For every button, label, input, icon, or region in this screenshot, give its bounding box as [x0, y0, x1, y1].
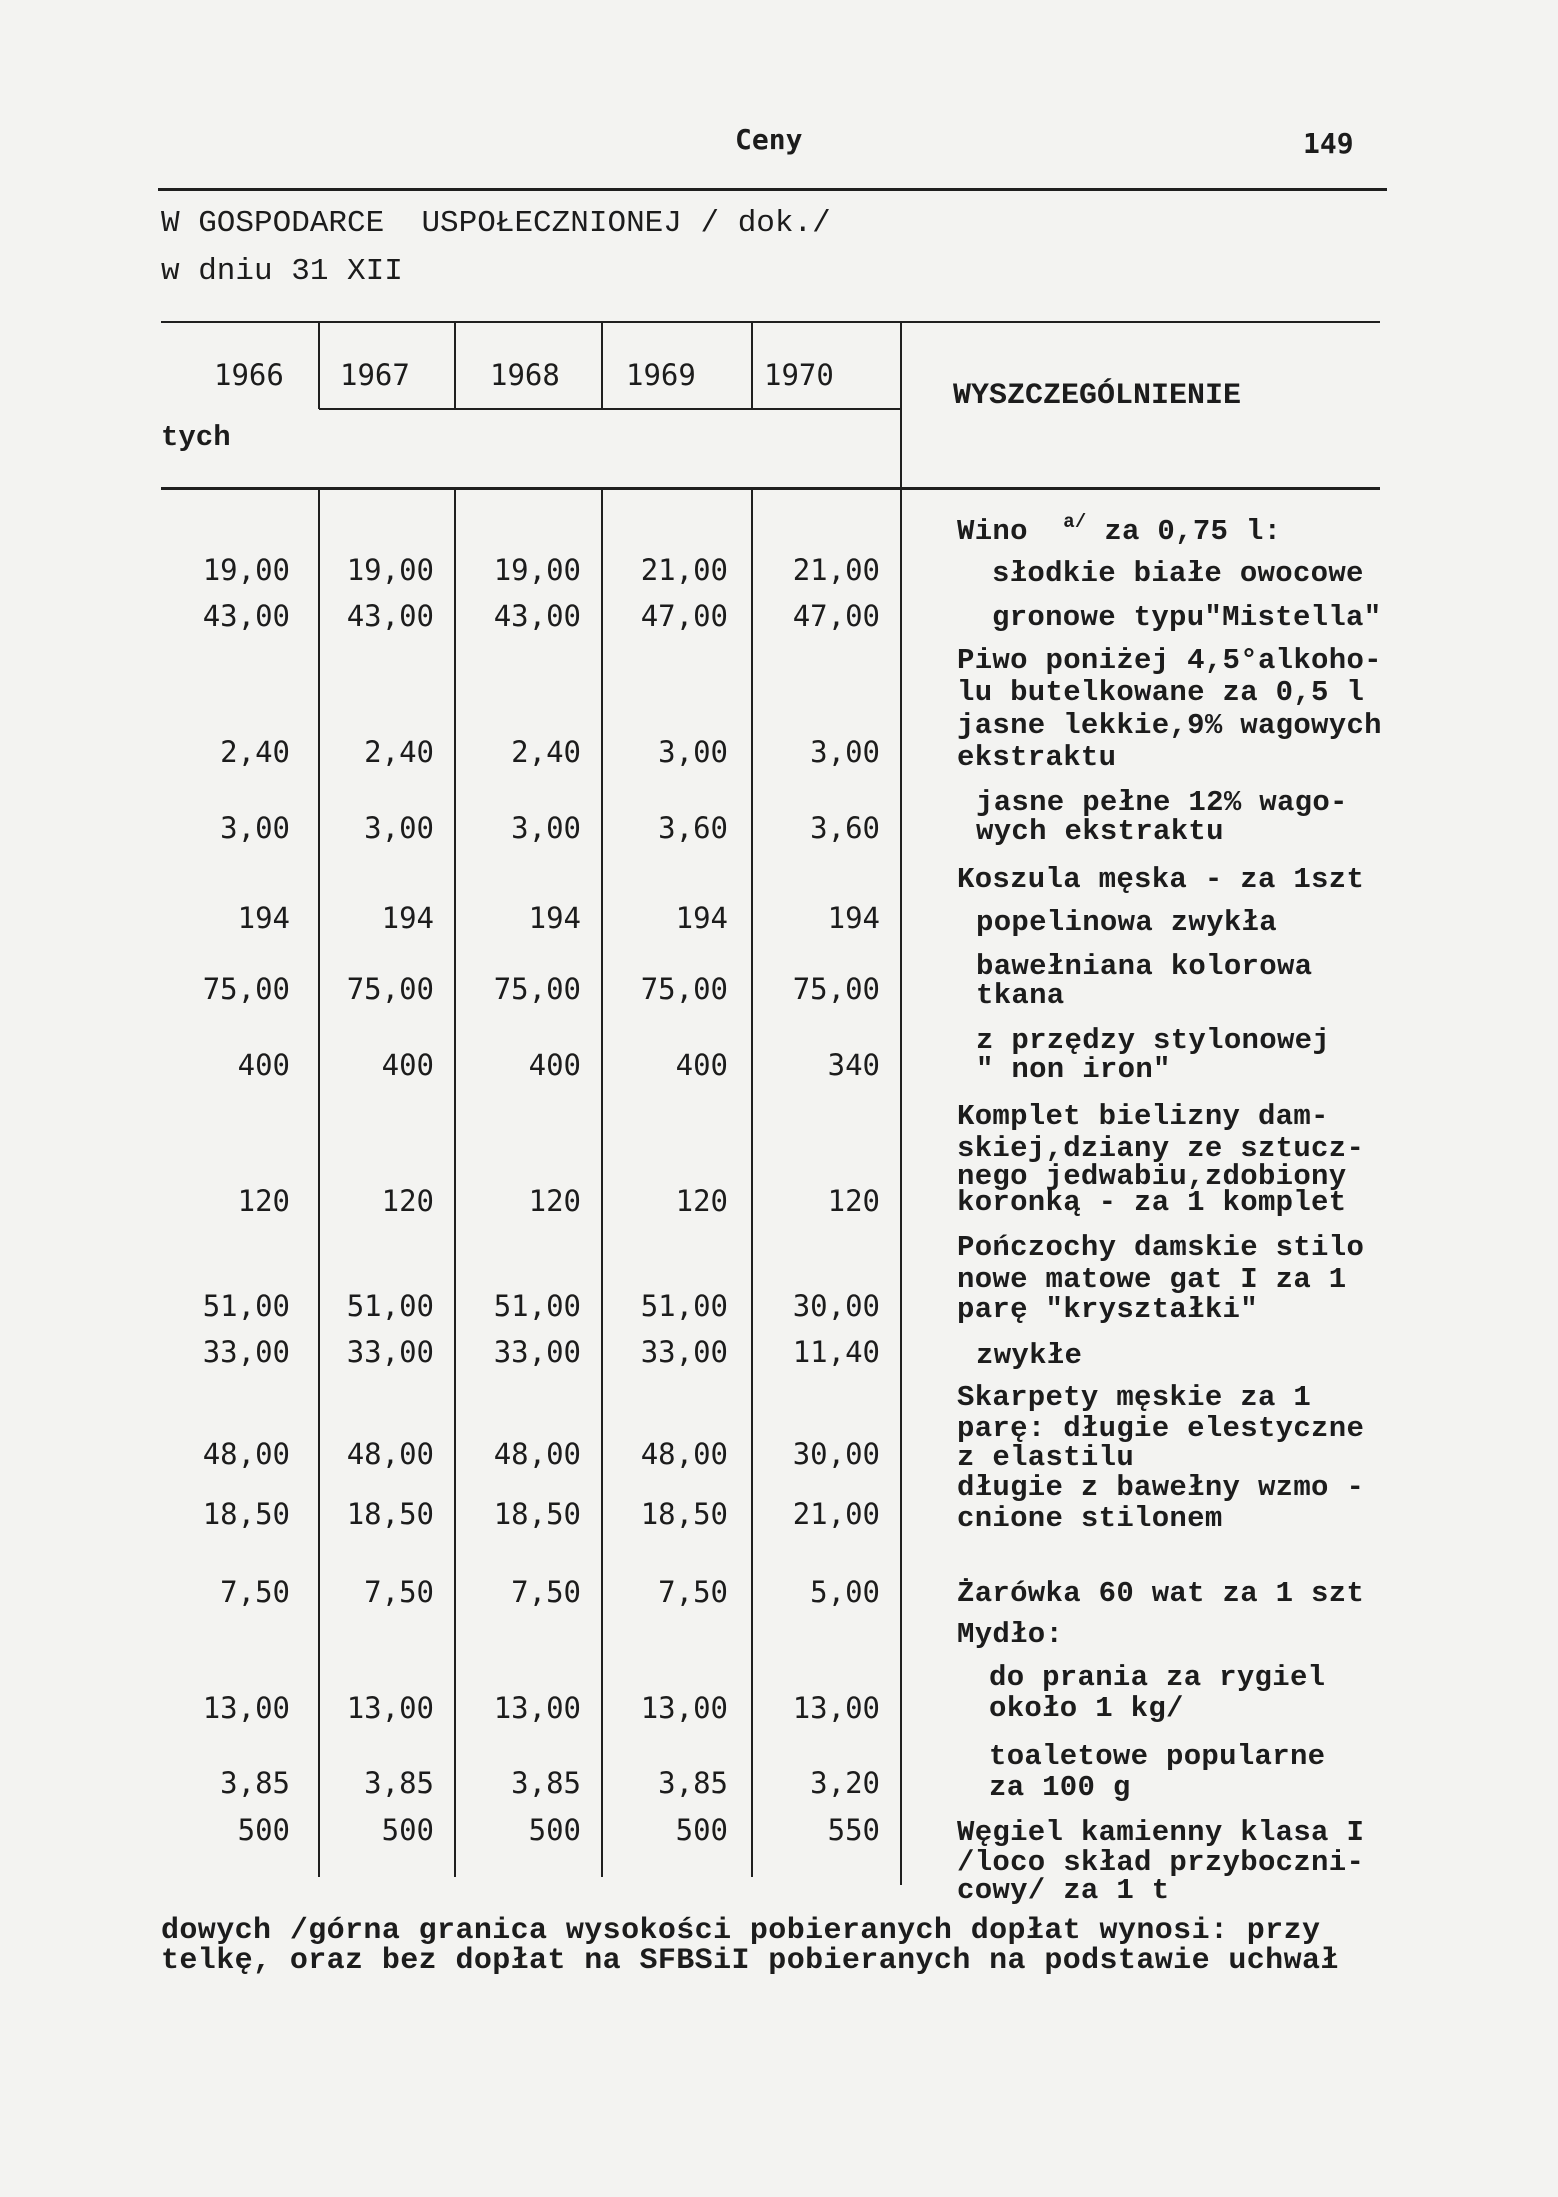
- item-description-line: toaletowe popularne: [989, 1740, 1326, 1773]
- value-cell: 2,40: [364, 735, 434, 769]
- table-row: [0, 1336, 901, 1368]
- item-description-line: za 100 g: [989, 1771, 1131, 1804]
- value-cell: 48,00: [346, 1437, 434, 1471]
- value-cell: 2,40: [220, 735, 290, 769]
- column-divider: [318, 488, 320, 1877]
- value-cell: 120: [675, 1184, 728, 1218]
- item-description-line: lu butelkowane za 0,5 l: [957, 676, 1365, 709]
- column-divider: [601, 488, 603, 1877]
- table-caption-line-1: W GOSPODARCE USPOŁECZNIONEJ / dok./: [161, 206, 831, 241]
- value-cell: 3,60: [810, 811, 880, 845]
- table-row: [0, 1692, 901, 1724]
- item-description-line: tkana: [976, 979, 1065, 1012]
- value-cell: 51,00: [346, 1289, 434, 1323]
- value-cell: 19,00: [493, 553, 581, 587]
- table-row: [0, 973, 901, 1005]
- item-description-line: Pończochy damskie stilo: [957, 1231, 1365, 1264]
- table-header-bottom-rule: [161, 487, 1380, 490]
- value-cell: 18,50: [202, 1497, 290, 1531]
- value-cell: 47,00: [640, 599, 728, 633]
- item-description-line: Żarówka 60 wat za 1 szt: [957, 1577, 1365, 1610]
- item-description-line: Skarpety męskie za 1: [957, 1381, 1312, 1414]
- value-cell: 2,40: [511, 735, 581, 769]
- value-cell: 3,85: [511, 1766, 581, 1800]
- value-cell: 120: [237, 1184, 290, 1218]
- table-top-rule: [161, 321, 1380, 323]
- value-cell: 33,00: [493, 1335, 581, 1369]
- value-cell: 400: [237, 1048, 290, 1082]
- item-description-line: skiej,dziany ze sztucz-: [957, 1132, 1365, 1165]
- value-cell: 30,00: [792, 1289, 880, 1323]
- value-cell: 13,00: [792, 1691, 880, 1725]
- header-rule: [158, 188, 1387, 191]
- year-header-1970: 1970: [764, 358, 834, 392]
- table-row: [0, 1290, 901, 1322]
- value-cell: 194: [381, 901, 434, 935]
- item-description-line: z przędzy stylonowej: [976, 1024, 1331, 1057]
- value-cell: 51,00: [202, 1289, 290, 1323]
- table-row: [0, 1498, 901, 1530]
- value-cell: 5,00: [810, 1575, 880, 1609]
- item-description-line: około 1 kg/: [989, 1692, 1184, 1725]
- value-cell: 48,00: [493, 1437, 581, 1471]
- value-cell: 3,00: [658, 735, 728, 769]
- table-row: [0, 1185, 901, 1217]
- value-cell: 500: [675, 1813, 728, 1847]
- wine-label: Wino: [957, 515, 1028, 548]
- value-cell: 13,00: [493, 1691, 581, 1725]
- value-cell: 550: [827, 1813, 880, 1847]
- value-cell: 75,00: [493, 972, 581, 1006]
- item-description-line: Koszula męska - za 1szt: [957, 863, 1365, 896]
- value-cell: 7,50: [511, 1575, 581, 1609]
- column-divider: [751, 322, 753, 409]
- value-cell: 21,00: [792, 553, 880, 587]
- item-description-line: parę "kryształki": [957, 1293, 1258, 1326]
- value-cell: 75,00: [202, 972, 290, 1006]
- value-cell: 194: [827, 901, 880, 935]
- value-cell: 51,00: [640, 1289, 728, 1323]
- table-row: [0, 600, 901, 632]
- value-cell: 3,00: [511, 811, 581, 845]
- column-divider: [318, 322, 320, 409]
- item-description-line: do prania za rygiel: [989, 1661, 1326, 1694]
- value-cell: 21,00: [640, 553, 728, 587]
- footnote-text-line-2: telkę, oraz bez dopłat na SFBSiI pobieranych na podstawie uchwał: [161, 1944, 1339, 1978]
- value-cell: 3,20: [810, 1766, 880, 1800]
- value-cell: 13,00: [202, 1691, 290, 1725]
- value-cell: 43,00: [346, 599, 434, 633]
- column-divider: [751, 488, 753, 1877]
- table-row: [0, 1438, 901, 1470]
- item-description-line: gronowe typu"Mistella": [992, 601, 1382, 634]
- value-cell: 48,00: [202, 1437, 290, 1471]
- value-cell: 21,00: [792, 1497, 880, 1531]
- table-row: [0, 554, 901, 586]
- value-cell: 120: [827, 1184, 880, 1218]
- item-description-line: /loco skład przyboczni-: [957, 1846, 1365, 1879]
- item-description-line: słodkie białe owocowe: [992, 557, 1364, 590]
- item-description-line: z elastilu: [957, 1441, 1135, 1474]
- value-cell: 18,50: [640, 1497, 728, 1531]
- value-cell: 33,00: [640, 1335, 728, 1369]
- item-description-line: jasne lekkie,9% wagowych: [957, 709, 1382, 742]
- item-description-line: Węgiel kamienny klasa I: [957, 1816, 1365, 1849]
- column-divider: [601, 322, 603, 409]
- value-cell: 19,00: [346, 553, 434, 587]
- value-cell: 500: [381, 1813, 434, 1847]
- table-row: [0, 1576, 901, 1608]
- value-cell: 3,85: [364, 1766, 434, 1800]
- value-cell: 19,00: [202, 553, 290, 587]
- value-cell: 18,50: [346, 1497, 434, 1531]
- value-cell: 7,50: [364, 1575, 434, 1609]
- table-row: [0, 812, 901, 844]
- column-divider: [454, 488, 456, 1877]
- table-row: [0, 1767, 901, 1799]
- value-cell: 7,50: [220, 1575, 290, 1609]
- item-description-line: Piwo poniżej 4,5°alkoho-: [957, 644, 1382, 677]
- table-caption-line-2: w dniu 31 XII: [161, 254, 403, 289]
- wine-heading: [957, 511, 1282, 548]
- table-row: [0, 902, 901, 934]
- value-cell: 43,00: [493, 599, 581, 633]
- year-header-1969: 1969: [626, 358, 696, 392]
- item-description-line: popelinowa zwykła: [976, 906, 1277, 939]
- item-description-line: cowy/ za 1 t: [957, 1874, 1170, 1907]
- stub-label: tych: [161, 421, 231, 454]
- table-row: [0, 736, 901, 768]
- value-cell: 120: [528, 1184, 581, 1218]
- item-description-line: długie z bawełny wzmo -: [957, 1471, 1365, 1504]
- table-row: [0, 1814, 901, 1846]
- value-cell: 47,00: [792, 599, 880, 633]
- value-cell: 194: [528, 901, 581, 935]
- item-description-line: zwykłe: [976, 1339, 1083, 1372]
- column-divider: [454, 322, 456, 409]
- running-title: Ceny: [735, 123, 803, 156]
- footnote-text-line-1: dowych /górna granica wysokości pobieranych dopłat wynosi: przy: [161, 1914, 1321, 1948]
- description-header: WYSZCZEGÓLNIENIE: [953, 379, 1242, 413]
- item-description-line: bawełniana kolorowa: [976, 950, 1313, 983]
- value-cell: 75,00: [792, 972, 880, 1006]
- value-cell: 500: [237, 1813, 290, 1847]
- value-cell: 75,00: [640, 972, 728, 1006]
- value-cell: 33,00: [202, 1335, 290, 1369]
- item-description-line: " non iron": [976, 1053, 1171, 1086]
- value-cell: 3,85: [220, 1766, 290, 1800]
- item-description-line: cnione stilonem: [957, 1502, 1223, 1535]
- item-description-line: nowe matowe gat I za 1: [957, 1263, 1347, 1296]
- year-header-rule: [319, 408, 901, 410]
- item-description-line: nego jedwabiu,zdobiony: [957, 1160, 1347, 1193]
- value-cell: 18,50: [493, 1497, 581, 1531]
- value-cell: 7,50: [658, 1575, 728, 1609]
- value-cell: 400: [675, 1048, 728, 1082]
- value-cell: 75,00: [346, 972, 434, 1006]
- value-cell: 194: [237, 901, 290, 935]
- year-header-1967: 1967: [340, 358, 410, 392]
- value-cell: 3,00: [220, 811, 290, 845]
- value-cell: 400: [381, 1048, 434, 1082]
- value-cell: 340: [827, 1048, 880, 1082]
- value-cell: 48,00: [640, 1437, 728, 1471]
- year-header-1968: 1968: [490, 358, 560, 392]
- value-cell: 3,00: [810, 735, 880, 769]
- value-cell: 11,40: [792, 1335, 880, 1369]
- value-cell: 400: [528, 1048, 581, 1082]
- value-cell: 30,00: [792, 1437, 880, 1471]
- wine-unit: za 0,75 l:: [1104, 515, 1282, 548]
- year-header-1966: 1966: [214, 358, 284, 392]
- item-description-line: jasne pełne 12% wago-: [976, 786, 1348, 819]
- value-cell: 3,00: [364, 811, 434, 845]
- value-cell: 33,00: [346, 1335, 434, 1369]
- value-cell: 43,00: [202, 599, 290, 633]
- value-cell: 51,00: [493, 1289, 581, 1323]
- item-description-line: wych ekstraktu: [976, 815, 1224, 848]
- table-row: [0, 1049, 901, 1081]
- item-description-line: koronką - za 1 komplet: [957, 1186, 1347, 1219]
- value-cell: 194: [675, 901, 728, 935]
- value-cell: 13,00: [346, 1691, 434, 1725]
- value-cell: 3,85: [658, 1766, 728, 1800]
- item-description-line: Mydło:: [957, 1618, 1064, 1651]
- item-description-line: ekstraktu: [957, 741, 1117, 774]
- page-number: 149: [1303, 127, 1354, 160]
- value-cell: 3,60: [658, 811, 728, 845]
- item-description-line: parę: długie elestyczne: [957, 1412, 1365, 1445]
- item-description-line: Komplet bielizny dam-: [957, 1100, 1329, 1133]
- value-cell: 120: [381, 1184, 434, 1218]
- value-cell: 13,00: [640, 1691, 728, 1725]
- footnote-mark: a/: [1063, 511, 1087, 533]
- value-cell: 500: [528, 1813, 581, 1847]
